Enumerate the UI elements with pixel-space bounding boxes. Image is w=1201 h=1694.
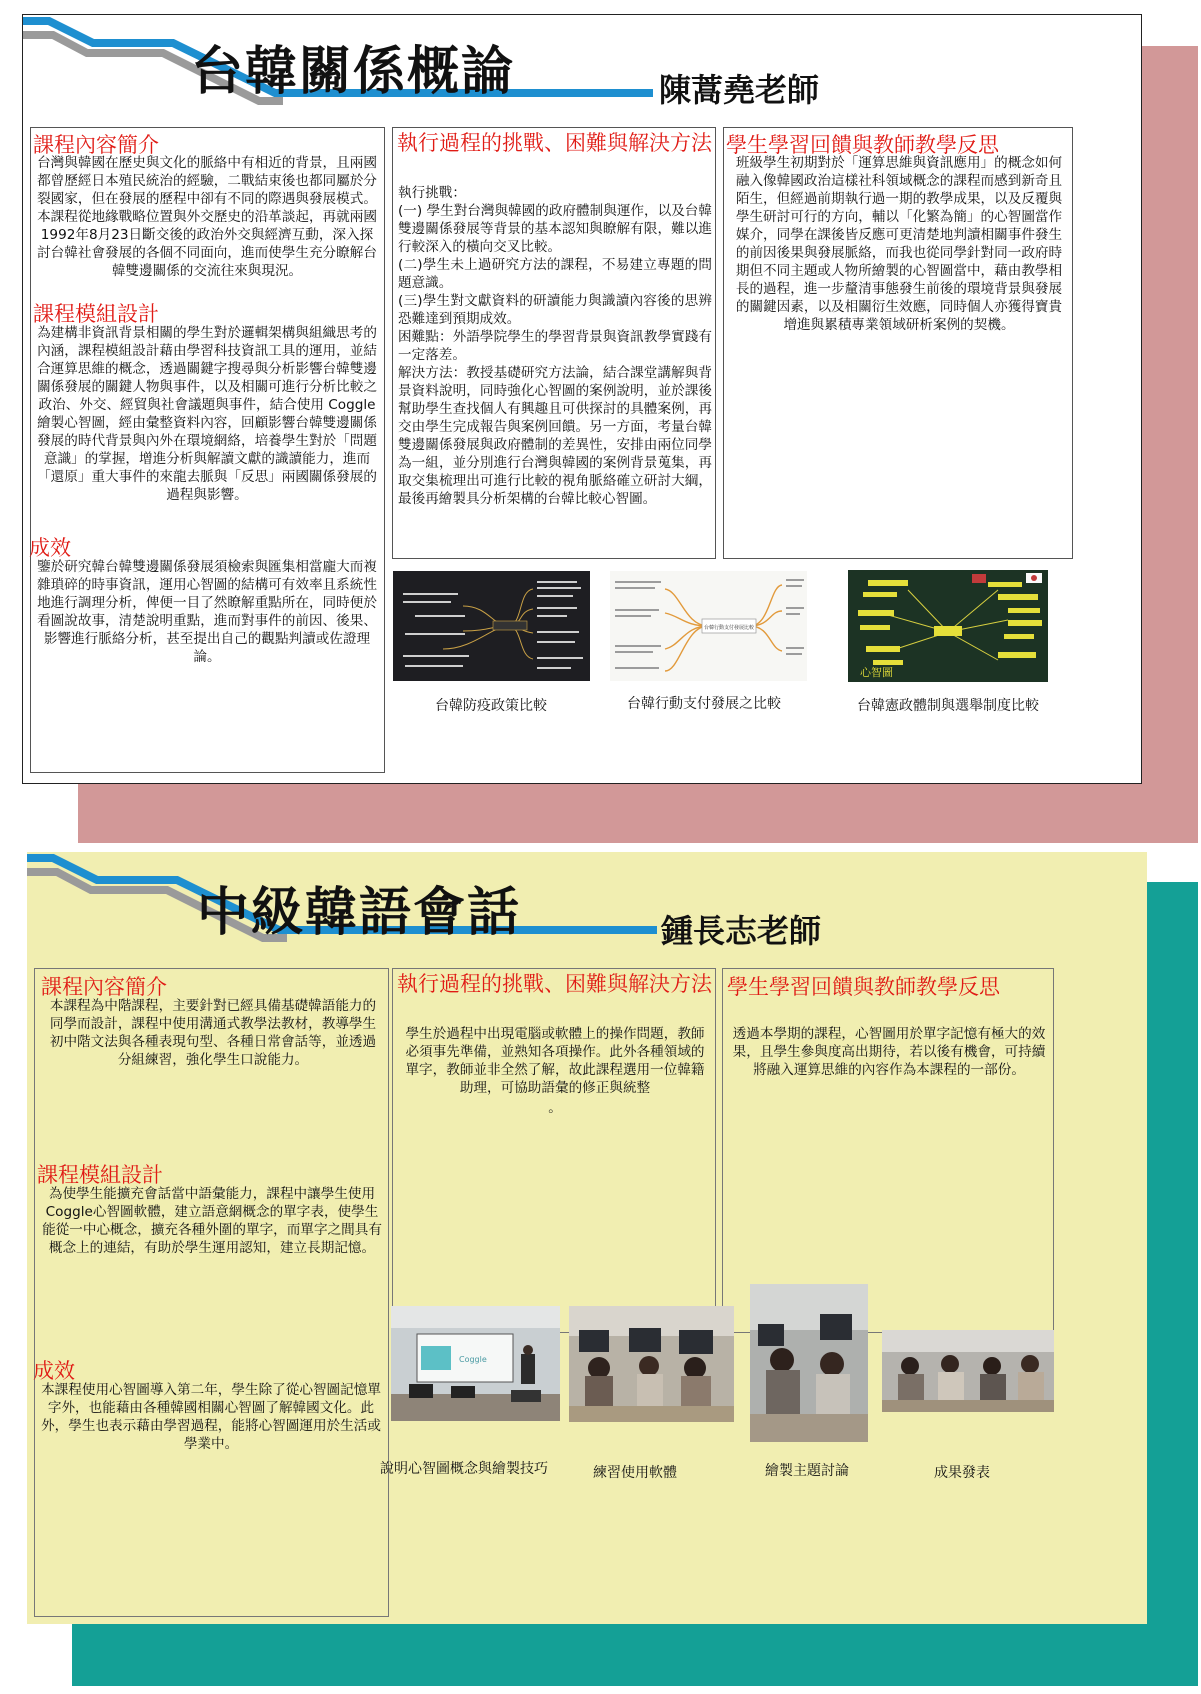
classroom-discussion-photo [750,1284,868,1442]
poster1-figure-caption-1: 台韓防疫政策比較 [435,698,547,714]
poster1-mindmap-3-label: 心智圖 [860,666,893,679]
poster1-content-text: 台灣與韓國在歷史與文化的脈絡中有相近的背景，且兩國都曾歷經日本殖民統治的經驗，二戰結束後也都同屬於分裂國家，但在發展的歷程中卻有不同的際遇與發展模式。本課程從地緣戰略位置與外交歷史的沿革談起，再就兩國1992年8月23日斷交後的政治外交與經濟互動，深入探討台韓社會發展的各個不同面向，進而使學生充分瞭解台韓雙邊關係的交流往來與現況。 [37,155,377,279]
poster2-teacher: 鍾長志老師 [661,912,822,950]
mindmap-dark-graphic [393,571,590,681]
poster2-challenge-text: 學生於過程中出現電腦或軟體上的操作問題，教師必須事先準備，並熟知各項操作。此外各種領域的單字，教師並非全然了解，故此課程選用一位韓籍助理，可協助語彙的修正與統整 [405,1026,705,1096]
classroom-software-practice-photo [569,1306,734,1422]
poster1-challenge-line: (一) 學生對台灣與韓國的政府體制與運作，以及台韓雙邊關係發展等背景的基本認知與瞭解有限，難以進行較深入的橫向交叉比較。 [398,203,712,255]
poster1-module-text: 為建構非資訊背景相關的學生對於邏輯架構與組織思考的內涵，課程模組設計藉由學習科技資訊工具的運用，並結合運算思維的概念，透過關鍵字搜尋與分析影響台韓雙邊關係發展的關鍵人物與事件，以及相關可進行分析比較之政治、外交、經貿與社會議題與事件，結合使用 Coggle繪製心智圖，經由彙整資料內容，回顧影響台韓雙邊關係發展的時代背景與內外在環境網絡，培養學生對於「問題意識」的掌握，增進分析與解讀文獻的識讀能力，進而「還原」重大事件的來龍去脈與「反思」兩國關係發展的過程與影響。 [37,325,377,503]
poster2-photo-1 [391,1306,560,1421]
poster1-challenge-body [398,184,712,508]
poster1-challenge-heading: 執行過程的挑戰、困難與解決方法 [397,131,712,155]
poster1-mindmap-image-3 [848,570,1048,682]
poster2-challenge-heading: 執行過程的挑戰、困難與解決方法 [397,972,712,996]
poster1-result-heading: 成效 [29,536,71,560]
classroom-presentation-photo [391,1306,560,1421]
poster2-right-column [722,968,1054,1333]
mindmap-light-graphic [610,571,807,681]
poster2-left-column [34,968,389,1617]
poster2-module-heading: 課程模組設計 [37,1163,163,1187]
poster1 [22,14,1142,784]
poster1-challenge-line: (三)學生對文獻資料的研讀能力與識讀內容後的思辨恐難達到預期成效。 [398,293,712,327]
poster1-figure-caption-3: 台韓憲政體制與選舉制度比較 [857,698,1039,714]
poster1-feedback-text: 班級學生初期對於「運算思維與資訊應用」的概念如何融入像韓國政治這樣社科領域概念的課程而感到新奇且陌生，但經過前期執行過一期的教學成果，以及反覆與學生研討可行的方向，輔以「化繁為簡」的心智圖當作媒介，同學在課後皆反應可更清楚地判讀相關事件發生的前因後果與發展脈絡，而我也從同學針對同一政府時期但不同主題或人物所繪製的心智圖當中，藉由教學相長的過程，進一步釐清事態發生前後的環境背景與發展的關鍵因素，以及相關衍生效應，同時個人亦獲得寶貴增進與累積專業領域研析案例的契機。 [735,155,1063,333]
poster1-middle-column [392,127,716,559]
poster2-challenge-tail: 。 [548,1100,562,1116]
poster1-left-column [30,127,385,773]
poster2-middle-column [392,968,716,1333]
poster1-mindmap-2-center-label: 台韓行動支付發展比較 [703,625,755,631]
poster2-content-heading: 課程內容簡介 [41,975,167,999]
poster1-mindmap-image-1 [393,571,590,681]
poster1-right-column [723,127,1073,559]
poster2-result-heading: 成效 [33,1359,75,1383]
poster2 [27,852,1147,1624]
poster2-title: 中級韓語會話 [197,883,522,943]
poster2-photo-caption-3: 繪製主題討論 [765,1463,849,1479]
poster1-challenge-line: (二)學生未上過研究方法的課程，不易建立專題的問題意識。 [398,257,712,291]
mindmap-green-graphic [848,570,1048,682]
poster1-module-heading: 課程模組設計 [33,302,159,326]
poster1-title: 台韓關係概論 [191,42,516,102]
poster1-challenge-line: 困難點：外語學院學生的學習背景與資訊教學實踐有一定落差。 [398,329,712,363]
poster1-mindmap-image-2 [610,571,807,681]
poster2-content-text: 本課程為中階課程，主要針對已經具備基礎韓語能力的同學而設計，課程中使用溝通式教學法教材，教導學生初中階文法與各種表現句型、各種日常會話等，並透過分組練習，強化學生口說能力。 [49,998,377,1068]
classroom-presentation-results-photo [882,1330,1054,1412]
poster1-figure-caption-2: 台韓行動支付發展之比較 [627,696,781,712]
poster1-content-heading: 課程內容簡介 [33,133,159,157]
poster1-result-text: 鑒於研究韓台韓雙邊關係發展須檢索與匯集相當龐大而複雜瑣碎的時事資訊，運用心智圖的結構可有效率且系統性地進行調理分析，俾便一目了然瞭解重點所在，同時便於看圖說故事，清楚說明重點，進而對事件的前因、後果、影響進行脈絡分析，甚至提出自己的觀點判讀或佐證理論。 [37,559,377,665]
poster2-photo-caption-1: 說明心智圖概念與繪製技巧 [380,1461,548,1477]
poster2-module-text: 為使學生能擴充會話當中語彙能力，課程中讓學生使用Coggle心智圖軟體，建立語意網概念的單字表，使學生能從一中心概念，擴充各種外圍的單字，而單字之間具有概念上的連結，有助於學生運用認知，建立長期記憶。 [42,1186,382,1256]
poster2-feedback-heading: 學生學習回饋與教師教學反思 [727,975,1000,999]
poster1-challenge-line: 解決方法：教授基礎研究方法論，結合課堂講解與背景資料說明，同時強化心智圖的案例說明，並於課後幫助學生查找個人有興趣且可供探討的具體案例，再交由學生完成報告與案例回饋。另一方面，考量台韓雙邊關係發展與政府體制的差異性，安排由兩位同學為一組，並分別進行台灣與韓國的案例背景蒐集，再取交集梳理出可進行比較的視角脈絡確立研討大綱，最後再繪製具分析架構的台韓比較心智圖。 [398,365,712,507]
poster1-teacher: 陳蒿堯老師 [659,71,820,109]
poster2-photo-1-screen-text: Coggle [459,1355,487,1364]
poster2-photo-3 [750,1284,868,1442]
poster2-photo-caption-4: 成果發表 [934,1465,990,1481]
poster2-result-text: 本課程使用心智圖導入第二年，學生除了從心智圖記憶單字外，也能藉由各種韓國相關心智圖了解韓國文化。此外，學生也表示藉由學習過程，能將心智圖運用於生活或學業中。 [41,1382,381,1452]
poster2-feedback-text: 透過本學期的課程，心智圖用於單字記憶有極大的效果，且學生參與度高出期待，若以後有機會，可持續將融入運算思維的內容作為本課程的一部份。 [732,1026,1046,1078]
poster1-feedback-heading: 學生學習回饋與教師教學反思 [726,133,999,157]
poster2-photo-4 [882,1330,1054,1412]
poster2-photo-2 [569,1306,734,1422]
poster2-photo-caption-2: 練習使用軟體 [593,1465,677,1481]
poster1-challenge-line: 執行挑戰： [398,185,466,201]
